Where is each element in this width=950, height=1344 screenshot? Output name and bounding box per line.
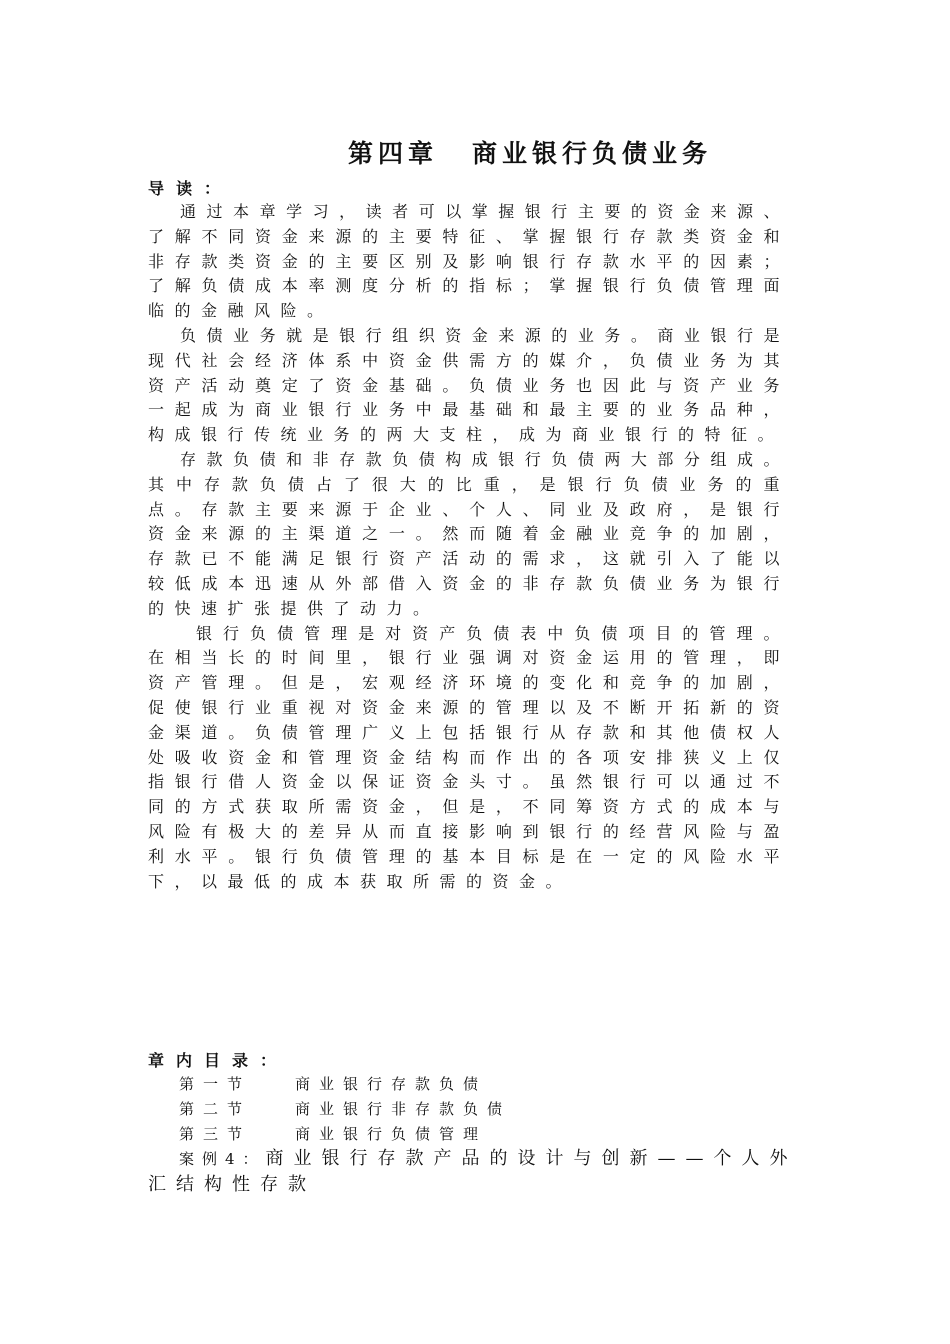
toc-item-number: 第一节: [179, 1075, 252, 1093]
chapter-title: [0, 134, 950, 170]
toc-item-section-2[interactable]: [179, 1097, 791, 1122]
toc-item-title: 商业银行存款负债: [295, 1075, 488, 1093]
toc-item-number: 第三节: [179, 1124, 252, 1143]
toc-case-label: 案例4：: [179, 1150, 266, 1168]
intro-paragraph-3: 存款负债和非存款负债构成银行负债两大部分组成。其中存款负债占了很大的比重，是银行负债业务的重点。存款主要来源于企业、个人、同业及政府，是银行资金来源的主渠道之一。然而随着金融业竞争的加剧，存款已不能满足银行资产活动的需求，这就引入了能以较低成本迅速从外部借入资金的非存款负债业务为银行的快速扩张提供了动力。: [148, 449, 790, 618]
toc-heading: 章内目录：: [148, 1051, 289, 1070]
toc-case-title: 商业银行存款产品的设计与创新——个人外汇结构性存款: [148, 1148, 798, 1195]
intro-paragraph-1: 通过本章学习，读者可以掌握银行主要的资金来源、了解不同资金来源的主要特征、掌握银行存款类资金和非存款类资金的主要区别及影响银行存款水平的因素；了解负债成本率测度分析的指标；掌握银行负债管理面临的金融风险。: [148, 202, 790, 321]
intro-paragraph-4: 银行负债管理是对资产负债表中负债项目的管理。在相当长的时间里，银行业强调对资金运用的管理，即资产管理。但是，宏观经济环境的变化和竞争的加剧，促使银行业重视对资金来源的管理以及不断开拓新的资金渠道。负债管理广义上包括银行从存款和其他债权人处吸收资金和管理资金结构而作出的各项安排狭义上仅指银行借人资金以保证资金头寸。虽然银行可以通过不同的方式获取所需资金，但是，不同筹资方式的成本与风险有极大的差异从而直接影响到银行的经营风险与盈利水平。银行负债管理的基本目标是在一定的风险水平下，以最低的成本获取所需的资金。: [148, 623, 790, 891]
toc-item-section-3[interactable]: [179, 1122, 791, 1147]
toc-item-case[interactable]: [148, 1146, 798, 1198]
toc-item-number: 第二节: [179, 1099, 252, 1118]
chapter-number: 第四章: [347, 139, 438, 168]
intro-heading: 导读：: [148, 179, 233, 198]
intro-paragraph-2: 负债业务就是银行组织资金来源的业务。商业银行是现代社会经济体系中资金供需方的媒介，负债业务为其资产活动奠定了资金基础。负债业务也因此与资产业务一起成为商业银行业务中最基础和最主要的业务品种，构成银行传统业务的两大支柱，成为商业银行的特征。: [148, 325, 790, 445]
toc-item-title: 商业银行非存款负债: [295, 1099, 512, 1118]
intro-body: [148, 200, 790, 894]
toc-list: [179, 1072, 791, 1146]
chapter-name: 商业银行负债业务: [472, 139, 713, 168]
toc-item-title: 商业银行负债管理: [295, 1124, 488, 1143]
toc-item-section-1[interactable]: [179, 1072, 791, 1097]
